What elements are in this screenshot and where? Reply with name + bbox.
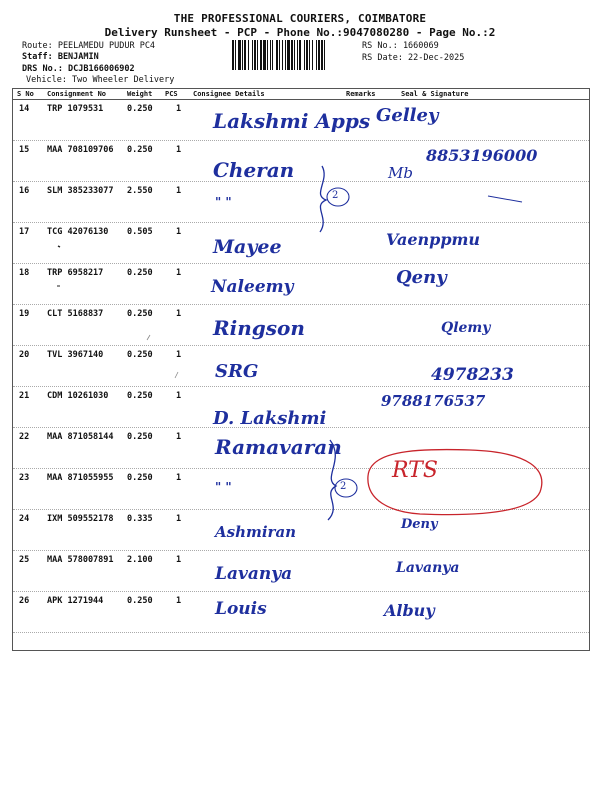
- cell-consignment: MAA 871055955: [47, 473, 114, 483]
- barcode-bar: [321, 40, 323, 70]
- consignee-handwriting: Ashmiran: [215, 523, 297, 541]
- barcode-bar: [304, 40, 305, 70]
- cell-sno: 22: [19, 432, 30, 442]
- cell-pcs: 1: [176, 227, 182, 237]
- consignee-handwriting: Lakshmi Apps: [213, 109, 371, 133]
- cell-sno: 20: [19, 350, 30, 360]
- barcode-bar: [257, 40, 258, 70]
- barcode-bar: [235, 40, 236, 70]
- table-row: [13, 345, 589, 387]
- barcode-bar: [282, 40, 283, 70]
- col-pcs-header: PCS: [165, 90, 178, 98]
- cell-consignment: APK 1271944: [47, 596, 104, 606]
- col-weight-header: Weight: [127, 90, 153, 98]
- table-row: [13, 263, 589, 305]
- barcode-bar: [279, 40, 280, 70]
- cell-consignment: TRP 1079531: [47, 104, 104, 114]
- cell-consignment: SLM 385233077: [47, 186, 114, 196]
- red-remark-rts: RTS: [392, 458, 438, 483]
- cell-weight: 0.250: [127, 350, 153, 360]
- col-consignment-header: Consignment No: [47, 90, 107, 98]
- consignee-handwriting: " ": [215, 480, 232, 494]
- barcode-bar: [287, 40, 290, 70]
- company-title: THE PROFESSIONAL COURIERS, COIMBATORE: [173, 12, 427, 25]
- cell-weight: 0.250: [127, 145, 153, 155]
- cell-sno: 17: [19, 227, 30, 237]
- table-row: [13, 427, 589, 469]
- cell-sno: 15: [19, 145, 30, 155]
- cell-consignment: MAA 578007891: [47, 555, 114, 565]
- consignee-handwriting: Ringson: [213, 316, 305, 340]
- cell-consignment: CLT 5168837: [47, 309, 104, 319]
- barcode-bar: [306, 40, 308, 70]
- table-row: [13, 550, 589, 592]
- cell-weight: 0.250: [127, 596, 153, 606]
- runsheet-subtitle: Delivery Runsheet - PCP - Phone No.:9047080280 - Page No.:2: [104, 26, 496, 39]
- cell-pcs: 1: [176, 391, 182, 401]
- table-row: [13, 304, 589, 346]
- brace-count-1: 2: [332, 190, 339, 201]
- staff-label: Staff: BENJAMIN: [22, 52, 99, 62]
- barcode-bar: [270, 40, 271, 70]
- cell-sno: 19: [19, 309, 30, 319]
- rs-number: RS No.: 1660069: [362, 41, 439, 51]
- cell-weight: 0.250: [127, 391, 153, 401]
- cell-sno: 26: [19, 596, 30, 606]
- cell-sno: 18: [19, 268, 30, 278]
- route-label: Route: PEELAMEDU PUDUR PC4: [22, 41, 156, 51]
- consignee-handwriting: SRG: [215, 361, 259, 382]
- barcode-bar: [252, 40, 253, 70]
- table-row: [13, 222, 589, 264]
- barcode-image: [232, 40, 358, 70]
- cell-consignment: CDM 10261030: [47, 391, 109, 401]
- barcode-bar: [309, 40, 310, 70]
- signature-handwriting: Qlemy: [441, 320, 491, 336]
- cell-pcs: 1: [176, 268, 182, 278]
- cell-weight: 0.250: [127, 268, 153, 278]
- consignee-handwriting: Cheran: [213, 158, 295, 182]
- cell-consignment: TCG 42076130: [47, 227, 109, 237]
- col-remarks-header: Remarks: [346, 90, 376, 98]
- cell-weight: 0.250: [127, 104, 153, 114]
- cell-pcs: 1: [176, 104, 182, 114]
- table-row: [13, 99, 589, 141]
- barcode-bar: [294, 40, 295, 70]
- signature-handwriting: Lavanya: [396, 560, 460, 576]
- barcode-bar: [299, 40, 301, 70]
- signature-handwriting: 8853196000: [426, 146, 538, 165]
- cell-sno: 23: [19, 473, 30, 483]
- signature-handwriting: Vaenppmu: [386, 230, 481, 249]
- consignee-handwriting: D. Lakshmi: [213, 408, 327, 429]
- table-row: [13, 591, 589, 633]
- table-row: [13, 140, 589, 182]
- cell-sno: 16: [19, 186, 30, 196]
- barcode-bar: [318, 40, 320, 70]
- cell-weight: 0.505: [127, 227, 153, 237]
- vehicle-label: Vehicle: Two Wheeler Delivery: [26, 75, 175, 85]
- col-consignee-header: Consignee Details: [193, 90, 265, 98]
- signature-prefix: Mb: [388, 164, 413, 182]
- cell-pcs: 1: [176, 473, 182, 483]
- table-row: [13, 468, 589, 510]
- barcode-bar: [254, 40, 256, 70]
- signature-handwriting: 4978233: [431, 365, 514, 385]
- col-seal-header: Seal & Signature: [401, 90, 469, 98]
- barcode-bar: [238, 40, 241, 70]
- cell-pcs: 1: [176, 145, 182, 155]
- table-row: [13, 181, 589, 223]
- barcode-bar: [285, 40, 286, 70]
- cell-sno: 14: [19, 104, 30, 114]
- cell-sno: 21: [19, 391, 30, 401]
- signature-handwriting: Deny: [401, 517, 438, 532]
- cell-pcs: 1: [176, 514, 182, 524]
- barcode-bar: [297, 40, 298, 70]
- barcode-bar: [260, 40, 262, 70]
- barcode-bar: [312, 40, 313, 70]
- barcode-bar: [272, 40, 273, 70]
- cell-consignment: TVL 3967140: [47, 350, 104, 360]
- consignee-handwriting: Louis: [215, 599, 267, 619]
- signature-handwriting: Gelley: [376, 105, 439, 126]
- signature-handwriting: Albuy: [384, 601, 435, 620]
- consignee-handwriting: Mayee: [213, 236, 282, 258]
- table-row: [13, 509, 589, 551]
- cell-weight: 2.550: [127, 186, 153, 196]
- cell-weight: 0.250: [127, 309, 153, 319]
- barcode-bar: [276, 40, 278, 70]
- barcode-bar: [244, 40, 246, 70]
- consignee-handwriting: Ramavaran: [215, 435, 342, 459]
- barcode-bar: [263, 40, 266, 70]
- col-sno-header: S No: [17, 90, 34, 98]
- cell-weight: 2.100: [127, 555, 153, 565]
- consignee-handwriting: Naleemy: [211, 277, 294, 297]
- cell-consignment: MAA 871058144: [47, 432, 114, 442]
- drs-number: DRS No.: DCJB166006902: [22, 64, 135, 74]
- cell-consignment: MAA 708109706: [47, 145, 114, 155]
- cell-sno: 24: [19, 514, 30, 524]
- cell-consignment: TRP 6958217: [47, 268, 104, 278]
- barcode-bar: [291, 40, 293, 70]
- barcode-bar: [248, 40, 249, 70]
- cell-pcs: 1: [176, 309, 182, 319]
- signature-handwriting: 9788176537: [381, 392, 486, 410]
- runsheet-table: [12, 88, 590, 651]
- barcode-bar: [267, 40, 268, 70]
- brace-count-2: 2: [340, 481, 347, 492]
- cell-pcs: 1: [176, 432, 182, 442]
- consignee-handwriting: " ": [215, 195, 232, 209]
- table-row: [13, 386, 589, 428]
- cell-pcs: 1: [176, 555, 182, 565]
- barcode-bar: [324, 40, 325, 70]
- barcode-bar: [316, 40, 317, 70]
- cell-weight: 0.250: [127, 432, 153, 442]
- barcode-bar: [232, 40, 234, 70]
- consignee-handwriting: Lavanya: [215, 564, 293, 584]
- cell-consignment: IXM 509552178: [47, 514, 114, 524]
- cell-pcs: 1: [176, 596, 182, 606]
- cell-pcs: 1: [176, 350, 182, 360]
- cell-pcs: 1: [176, 186, 182, 196]
- cell-weight: 0.250: [127, 473, 153, 483]
- cell-weight: 0.335: [127, 514, 153, 524]
- signature-handwriting: Qeny: [396, 267, 447, 288]
- rs-date: RS Date: 22-Dec-2025: [362, 53, 465, 63]
- barcode-bar: [242, 40, 243, 70]
- cell-sno: 25: [19, 555, 30, 565]
